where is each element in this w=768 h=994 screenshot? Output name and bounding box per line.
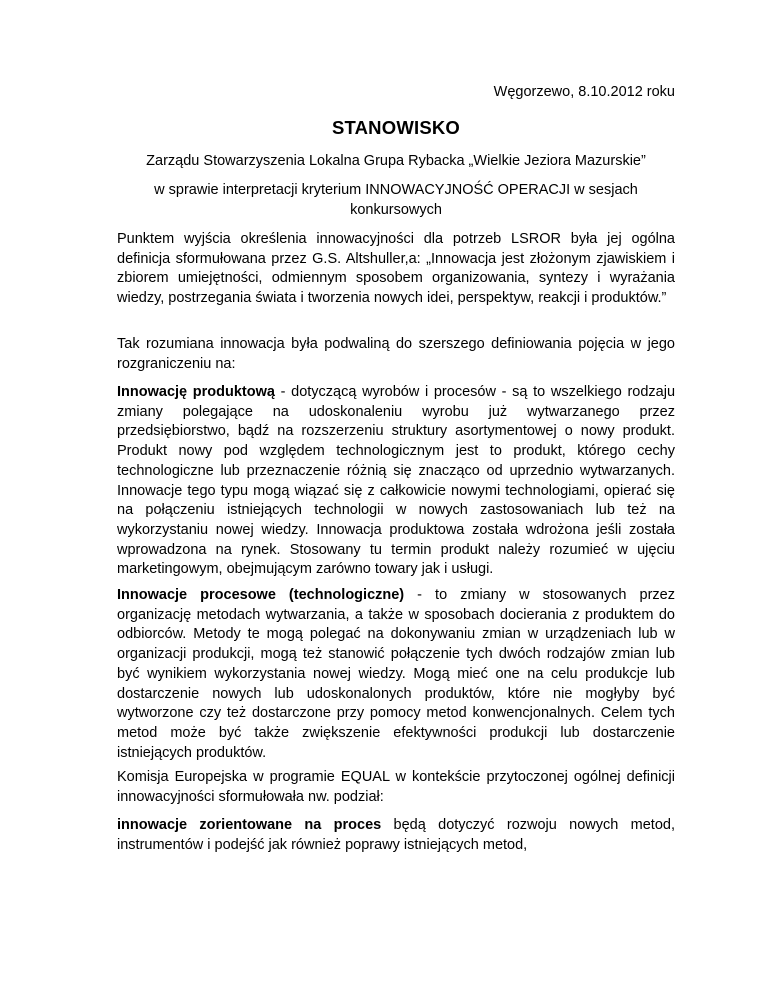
paragraph-intro: Tak rozumiana innowacja była podwaliną do szerszego definiowania pojęcia w jego rozgraniczeniu na: [117,336,675,372]
product-innovation-text: - dotyczącą wyrobów i procesów - są to wszelkiego rodzaju zmiany polegające na udoskonaleniu wyrobu już wytwarzanego przez przedsiębiorstwo, bądź na rozszerzeniu struktury asortymentowej o nowy produkt. Produkt nowy pod względem technologicznym jest to produkt, którego cechy technologiczne lub przeznaczenie różnią się znacząco od uprzednio wytwarzanych. Innowacje tego typu mogą wiązać się z całkowicie nowymi technologiami, opierać się na połączeniu istniejących technologii w nowych zastosowaniach lub też na wykorzystaniu nowej wiedzy. Innowacja produktowa została wdrożona jeśli została wprowadzona na rynek. Stosowany tu termin produkt należy rozumieć w ujęciu marketingowym, obejmującym zarówno towary jak i usługi. [117,384,676,578]
process-innovation-text: - to zmiany w stosowanych przez organizację metodach wytwarzania, a także w sposobach docierania z produktem do odbiorców. Metody te mogą polegać na dokonywaniu zmian w urządzeniach lub w organizacji produkcji, mogą też stanowić połączenie tych dwóch rodzajów zmian lub być wynikiem wykorzystania nowej wiedzy. Mogą mieć one na celu produkcje lub dostarczenie nowych lub udoskonalonych produktów, które nie mogłyby być wytworzone czy też dostarczone przy pomocy metod konwencjonalnych. Celem tych metod może być także zwiększenie efektywności produkcji lub dostarczenie istniejących produktów. [117,587,675,761]
process-oriented-text: będą dotyczyć rozwoju nowych metod, instrumentów i podejść jak również poprawy istniejących metod, [117,817,675,853]
paragraph-product-innovation [117,383,675,580]
paragraph-process-innovation [117,586,675,763]
paragraph-definition: Punktem wyjścia określenia innowacyjności dla potrzeb LSROR była jej ogólna definicja sformułowana przez G.S. Altshuller,a: „Innowacja jest złożonym zjawiskiem i zbiorem umiejętności, odmiennym sposobem organizowania, syntezy i wyrażania wiedzy, postrzegania świata i tworzenia nowych idei, perspektyw, reakcji i produktów.” [117,231,675,307]
subject-line-1: w sprawie interpretacji kryterium INNOWACYJNOŚĆ OPERACJI w sesjach [154,182,638,198]
paragraph-equal: Komisja Europejska w programie EQUAL w kontekście przytoczonej ogólnej definicji innowacyjności sformułowała nw. podział: [117,769,675,805]
product-innovation-term: Innowację produktową [117,384,275,400]
subject-line-2: konkursowych [350,202,442,218]
board-subtitle: Zarządu Stowarzyszenia Lokalna Grupa Rybacka „Wielkie Jeziora Mazurskie” [146,153,646,169]
process-oriented-term: innowacje zorientowane na proces [117,817,382,833]
paragraph-process-oriented [117,816,675,855]
date-line: Węgorzewo, 8.10.2012 roku [493,84,675,100]
process-innovation-term: Innowacje procesowe (technologiczne) [117,587,405,603]
document-title: STANOWISKO [331,117,461,138]
